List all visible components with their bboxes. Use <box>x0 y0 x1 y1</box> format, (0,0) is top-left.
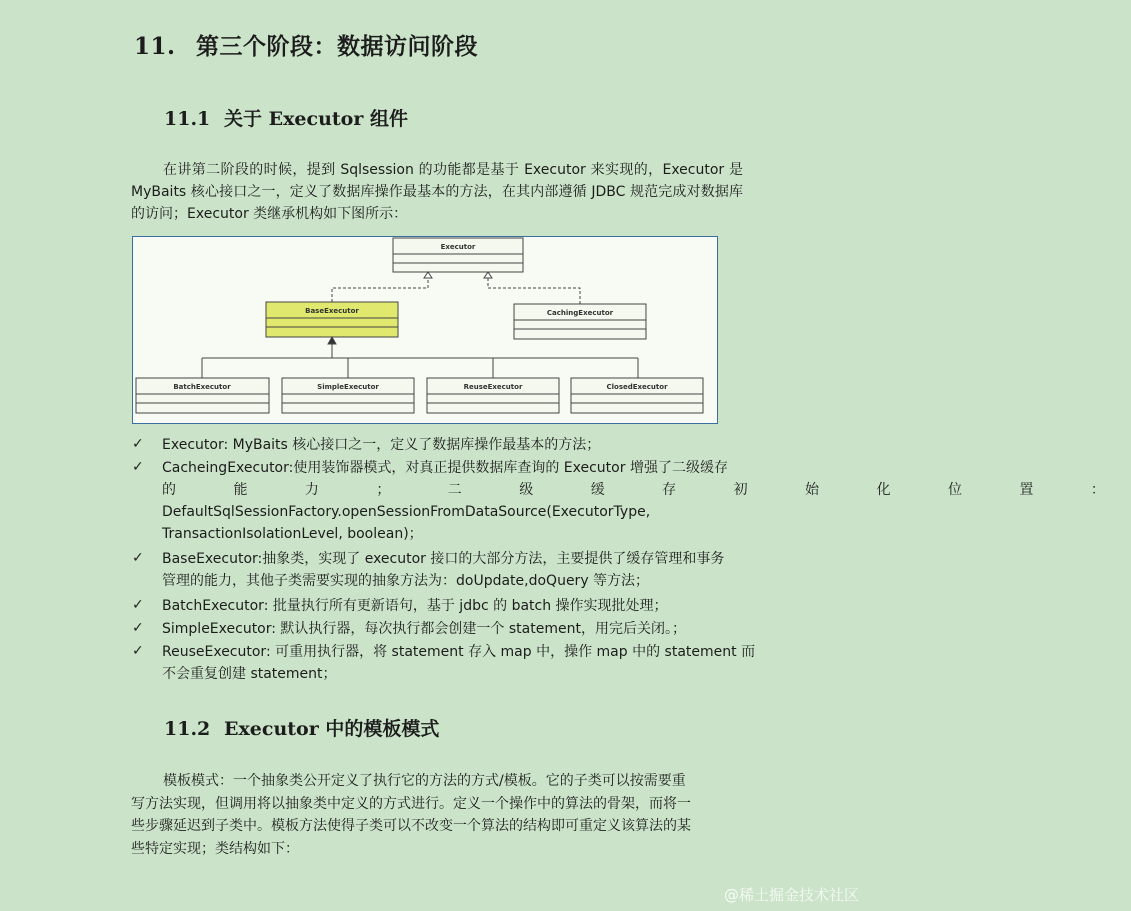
check-icon: ✓ <box>132 459 144 475</box>
list-item-line: ReuseExecutor: 可重用执行器，将 statement 存入 map 中，操作 map 中的 statement 而 <box>162 644 756 660</box>
list-item <box>162 548 742 592</box>
class-box-batch-executor <box>136 378 269 413</box>
section-number: 11. <box>134 33 176 60</box>
subsection-heading-1 <box>164 104 408 131</box>
class-box-simple-executor <box>282 378 414 413</box>
check-icon: ✓ <box>132 620 144 636</box>
watermark: @稀土掘金技术社区 <box>723 886 859 904</box>
list-item-line: Executor: MyBaits 核心接口之一，定义了数据库操作最基本的方法； <box>162 437 601 453</box>
paragraph-line: 写方法实现，但调用将以抽象类中定义的方式进行。定义一个操作中的算法的骨架，而将一 <box>131 795 691 812</box>
paragraph-line: 模板模式：一个抽象类公开定义了执行它的方法的方式/模板。它的子类可以按需要重 <box>163 773 686 789</box>
subsection-number: 11.2 <box>164 718 211 740</box>
subsection-number: 11.1 <box>164 108 211 130</box>
class-label-batch-executor: BatchExecutor <box>173 383 231 391</box>
section-heading <box>134 28 478 61</box>
check-icon: ✓ <box>132 550 144 566</box>
class-box-base-executor <box>266 302 398 337</box>
subsection-title: 关于 Executor 组件 <box>224 108 408 130</box>
list-item-line: DefaultSqlSessionFactory.openSessionFromDataSource(ExecutorType, <box>162 504 651 520</box>
class-label-caching-executor: CachingExecutor <box>546 309 614 317</box>
template-pattern-paragraph <box>131 770 746 860</box>
list-item-line: 管理的能力，其他子类需要实现的抽象方法为：doUpdate,doQuery 等方法； <box>162 573 650 589</box>
class-box-caching-executor <box>514 304 646 339</box>
list-item-line: SimpleExecutor: 默认执行器，每次执行都会创建一个 statement，用完后关闭。； <box>162 621 686 637</box>
list-item-line: BatchExecutor: 批量执行所有更新语句，基于 jdbc 的 batch 操作实现批处理； <box>162 598 668 614</box>
check-icon: ✓ <box>132 643 144 659</box>
subsection-title: Executor 中的模板模式 <box>224 718 440 740</box>
list-item-line: BaseExecutor:抽象类，实现了 executor 接口的大部分方法，主要提供了缓存管理和事务 <box>162 551 725 567</box>
class-label-simple-executor: SimpleExecutor <box>317 383 379 391</box>
class-box-executor <box>393 238 523 272</box>
list-item <box>162 618 742 640</box>
list-item-line: 的 能 力 ； 二 级 缓 存 初 始 化 位 置 ： <box>162 482 1131 498</box>
list-item <box>162 641 756 685</box>
intro-paragraph: 在讲第二阶段的时候，提到 Sqlsession 的功能都是基于 Executor 来实现的，Executor 是 MyBaits 核心接口之一，定义了数据库操作最基本的方法，在其内部遵循 JDBC 规范完成对数据库的访问；Executor 类继承机构如下图所示： <box>131 162 743 222</box>
check-icon: ✓ <box>132 436 144 452</box>
class-label-executor: Executor <box>440 243 476 251</box>
check-icon: ✓ <box>132 597 144 613</box>
class-box-closed-executor <box>571 378 703 413</box>
list-item-line: CacheingExecutor:使用装饰器模式，对真正提供数据库查询的 Executor 增强了二级缓存 <box>162 460 728 476</box>
list-item <box>162 457 1131 545</box>
list-item-line: TransactionIsolationLevel, boolean)； <box>162 526 423 542</box>
section-title: 第三个阶段：数据访问阶段 <box>196 33 478 60</box>
list-item <box>162 434 742 456</box>
paragraph-line: 些步骤延迟到子类中。模板方法使得子类可以不改变一个算法的结构即可重定义该算法的某 <box>131 818 691 834</box>
list-item <box>162 595 742 617</box>
class-box-reuse-executor <box>427 378 559 413</box>
class-label-reuse-executor: ReuseExecutor <box>463 383 523 391</box>
subsection-heading-2 <box>164 714 439 741</box>
class-label-base-executor: BaseExecutor <box>305 307 359 315</box>
executor-class-diagram <box>132 236 718 424</box>
list-item-line: 不会重复创建 statement； <box>162 666 337 682</box>
class-label-closed-executor: ClosedExecutor <box>606 383 668 391</box>
paragraph-line: 些特定实现；类结构如下： <box>131 840 299 857</box>
